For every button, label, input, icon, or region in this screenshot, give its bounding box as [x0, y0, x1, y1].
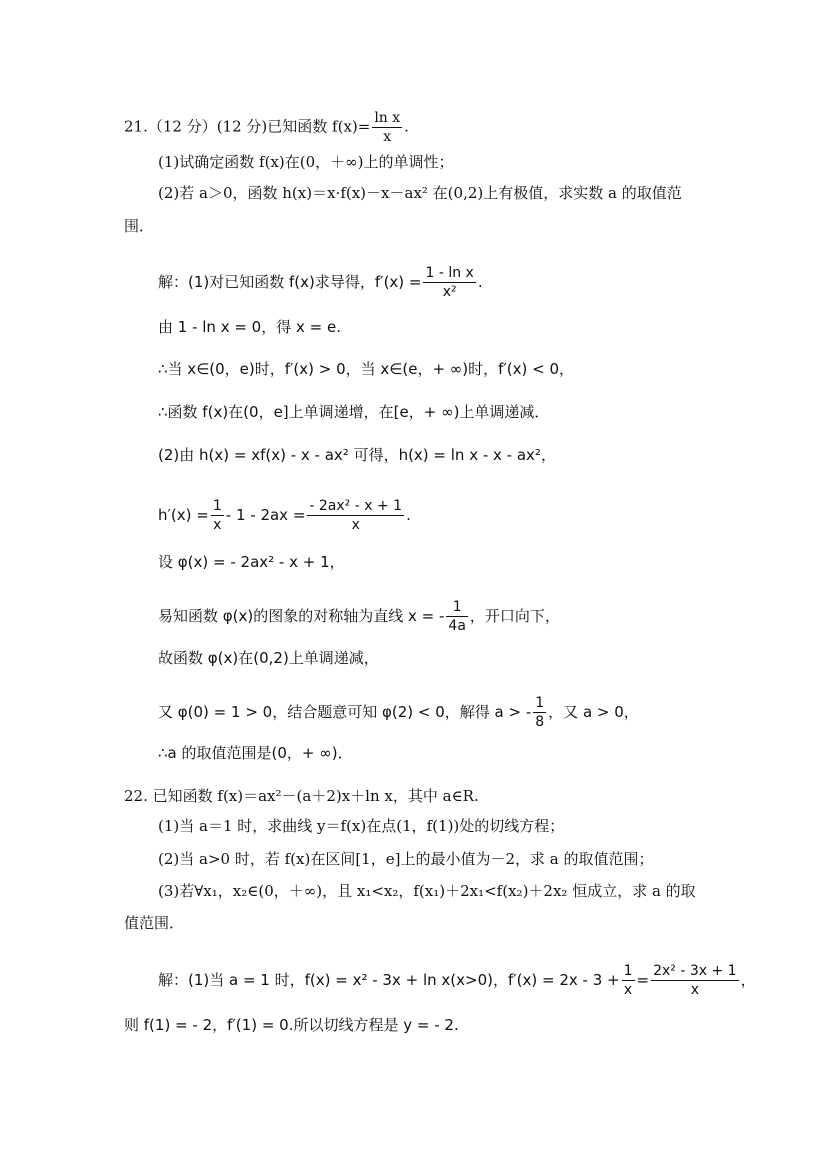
- q21-s1-numerator: 1 - ln x: [425, 265, 474, 281]
- q21-s6-f1-denominator: x: [213, 517, 222, 533]
- q21-s8-denominator: 4a: [448, 618, 466, 634]
- q22-s1-f1-denominator: x: [623, 982, 633, 998]
- q21-s8-text: 易知函数 φ(x)的图象的对称轴为直线 x = -: [158, 607, 445, 625]
- q21-solution-line4: ∴函数 f(x)在(0，e]上单调递增，在[e，+ ∞)上单调递减．: [158, 403, 550, 421]
- q21-header-text: 21.（12 分）(12 分)已知函数 f(x)=: [124, 117, 371, 136]
- q21-part1: (1)试确定函数 f(x)在(0，＋∞)上的单调性；: [158, 153, 454, 171]
- q21-s1-denominator: x²: [442, 284, 457, 300]
- q21-s6-fraction2: [307, 497, 404, 534]
- q22-part3: (3)若∀x₁，x₂∈(0，＋∞)，且 x₁<x₂，f(x₁)＋2x₁<f(x₂)＋2x₂ 恒成立，求 a 的取: [158, 882, 696, 900]
- q21-s1-fraction: [423, 264, 475, 301]
- q22-s1-eq: =: [636, 971, 650, 989]
- q22-header: 22. 已知函数 f(x)＝ax²－(a＋2)x＋ln x，其中 a∈R.: [124, 787, 479, 805]
- q21-s8-numerator: 1: [446, 598, 468, 617]
- q21-header-denominator: x: [383, 129, 392, 145]
- q21-s6-f1-numerator: 1: [212, 498, 222, 514]
- q21-header-end: .: [404, 117, 409, 136]
- q21-s6-mid: - 1 - 2ax =: [225, 506, 306, 524]
- q21-s10-end: ，又 a > 0，: [548, 703, 639, 721]
- q21-header-fraction: [372, 109, 402, 146]
- q21-s6-text: h′(x) =: [158, 506, 209, 524]
- q21-solution-line6: [158, 497, 411, 534]
- q22-part2: (2)当 a>0 时，若 f(x)在区间[1，e]上的最小值为－2，求 a 的取值范围；: [158, 850, 654, 868]
- q21-solution-line5: (2)由 h(x) = xf(x) - x - ax² 可得，h(x) = ln x - x - ax²，: [158, 446, 556, 464]
- q21-s10-denominator: 8: [535, 714, 545, 730]
- q21-solution-line9: 故函数 φ(x)在(0,2)上单调递减，: [158, 649, 379, 667]
- q21-solution-line3: ∴当 x∈(0，e)时，f′(x) > 0，当 x∈(e，+ ∞)时，f′(x) < 0，: [158, 360, 575, 378]
- q21-header: [124, 109, 409, 146]
- q21-s6-f2-numerator: - 2ax² - x + 1: [309, 498, 403, 514]
- q22-part3-cont: 值范围．: [124, 914, 185, 932]
- q22-s1-fraction2: [651, 962, 739, 999]
- q21-part2-cont: 围．: [124, 217, 155, 235]
- q22-s1-text: 解：(1)当 a = 1 时，f(x) = x² - 3x + ln x(x>0)，f′(x) = 2x - 3 +: [158, 971, 620, 989]
- q21-s10-numerator: 1: [535, 695, 545, 711]
- q22-part1: (1)当 a＝1 时，求曲线 y＝f(x)在点(1，f(1))处的切线方程；: [158, 817, 565, 835]
- q21-part2: (2)若 a＞0，函数 h(x)＝x·f(x)－x－ax² 在(0,2)上有极值，求实数 a 的取值范: [158, 184, 682, 202]
- q21-solution-line11: ∴a 的取值范围是(0，+ ∞)．: [158, 744, 353, 762]
- q21-s6-end: .: [406, 506, 411, 524]
- q21-solution-line2: 由 1 - ln x = 0，得 x = e.: [158, 318, 341, 336]
- q21-s8-fraction: [446, 598, 468, 635]
- q21-s6-f2-denominator: x: [351, 517, 360, 533]
- q21-s1-text: 解：(1)对已知函数 f(x)求导得，f′(x) =: [158, 273, 422, 291]
- q22-s1-f2-denominator: x: [690, 982, 699, 998]
- q21-solution-line8: [158, 598, 560, 635]
- q22-s1-end: ，: [740, 971, 756, 989]
- q21-solution-line1: [158, 264, 483, 301]
- q22-s1-f1-numerator: 1: [623, 963, 633, 979]
- q21-solution-line10: [158, 694, 639, 731]
- q21-s8-end: ，开口向下，: [469, 607, 560, 625]
- q21-header-numerator: ln x: [374, 110, 401, 126]
- q22-solution-line2: 则 f(1) = - 2，f′(1) = 0.所以切线方程是 y = - 2.: [124, 1016, 459, 1034]
- q21-solution-line7: 设 φ(x) = - 2ax² - x + 1，: [158, 553, 345, 571]
- q22-s1-f2-numerator: 2x² - 3x + 1: [653, 963, 737, 979]
- q22-solution-line1: [158, 962, 756, 999]
- q22-s1-fraction1: [622, 962, 635, 999]
- q21-s10-text: 又 φ(0) = 1 > 0，结合题意可知 φ(2) < 0，解得 a > -: [158, 703, 532, 721]
- q21-s6-fraction1: [211, 497, 224, 534]
- q21-s10-fraction: [533, 694, 546, 731]
- q21-s1-end: .: [477, 273, 483, 291]
